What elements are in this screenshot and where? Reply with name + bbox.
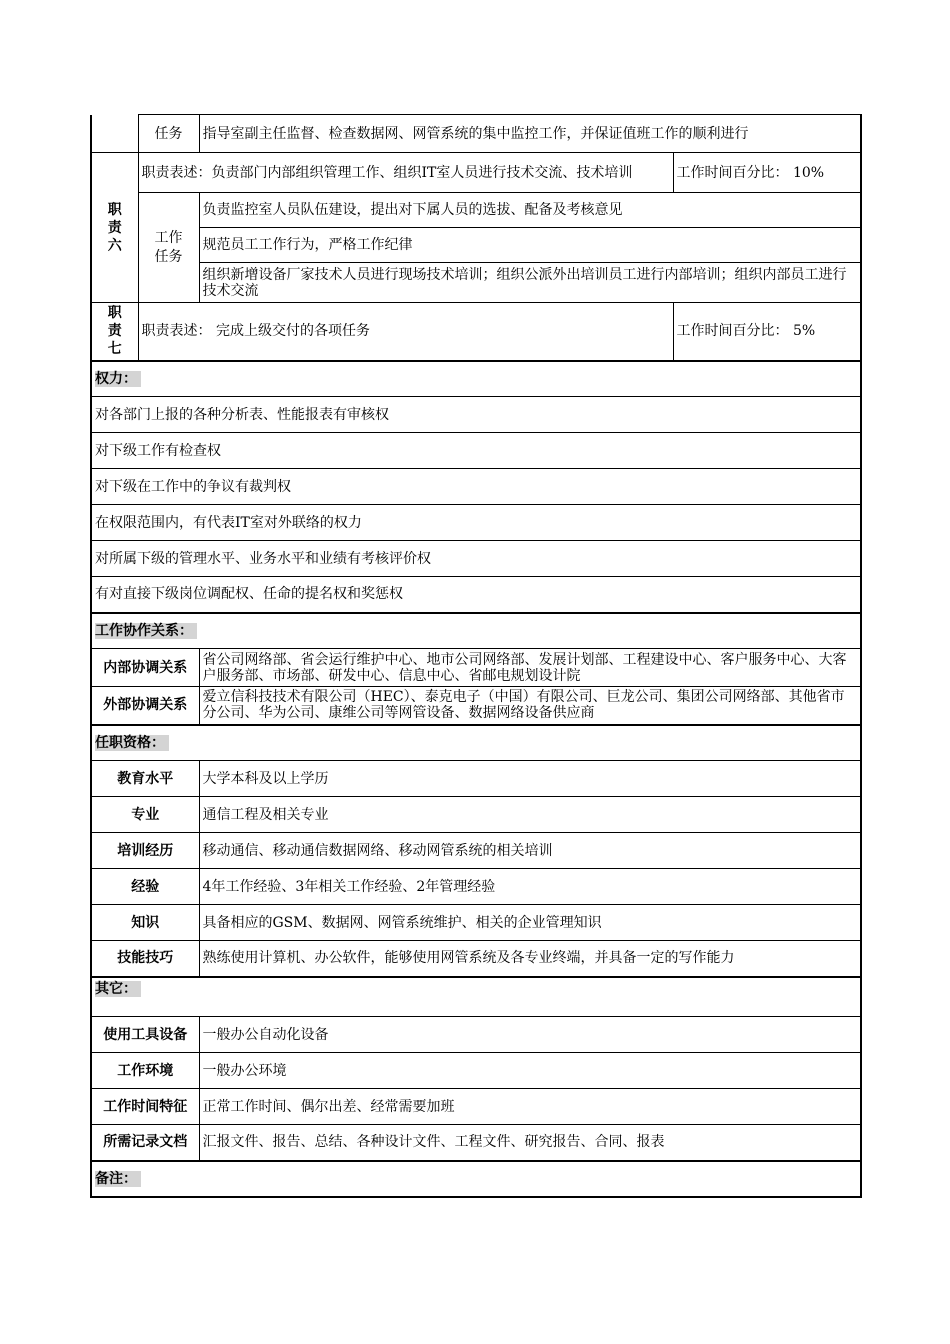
power-item-6: 有对直接下级岗位调配权、任命的提名权和奖惩权 <box>91 577 861 613</box>
duty6-task-1: 负责监控室人员队伍建设，提出对下属人员的选拔、配备及考核意见 <box>199 193 861 228</box>
qualification-label: 教育水平 <box>91 761 199 797</box>
power-item-5: 对所属下级的管理水平、业务水平和业绩有考核评价权 <box>91 541 861 577</box>
job-description-table <box>90 114 862 1198</box>
duty6-task-row-2 <box>91 228 861 263</box>
qualifications-heading: 任职资格： <box>95 735 169 751</box>
relations-heading-cell <box>91 613 861 649</box>
internal-relations-row <box>91 649 861 687</box>
power-item-2: 对下级工作有检查权 <box>91 433 861 469</box>
duty5-label-cell <box>91 115 138 153</box>
other-row <box>91 1089 861 1125</box>
other-label: 所需记录文档 <box>91 1125 199 1161</box>
duty6-label <box>91 153 138 303</box>
power-heading-row <box>91 361 861 397</box>
duty6-task-label-text: 工作任务 <box>154 229 183 265</box>
qualification-value: 通信工程及相关专业 <box>199 797 861 833</box>
internal-relations-text: 省公司网络部、省会运行维护中心、地市公司网络部、发展计划部、工程建设中心、客户服务中心、大客户服务部、市场部、研发中心、信息中心、省邮电规划设计院 <box>199 649 861 687</box>
qualification-row <box>91 797 861 833</box>
job-description-document <box>90 114 860 1198</box>
duty6-task-row-1 <box>91 193 861 228</box>
notes-cell <box>91 1161 861 1197</box>
other-heading-cell <box>91 977 861 1017</box>
duty7-desc: 职责表述： 完成上级交付的各项任务 <box>138 303 673 361</box>
qualifications-heading-cell <box>91 725 861 761</box>
duty6-task-row-3 <box>91 263 861 303</box>
qualification-row <box>91 941 861 977</box>
qualification-row <box>91 905 861 941</box>
external-relations-row <box>91 687 861 725</box>
duty7-percent: 工作时间百分比： 5% <box>673 303 861 361</box>
power-heading-cell <box>91 361 861 397</box>
duty7-label <box>91 303 138 361</box>
power-heading: 权力： <box>95 371 141 387</box>
power-item-row <box>91 397 861 433</box>
power-item-3: 对下级在工作中的争议有裁判权 <box>91 469 861 505</box>
qualification-value: 熟练使用计算机、办公软件，能够使用网管系统及各专业终端，并具备一定的写作能力 <box>199 941 861 977</box>
other-row <box>91 1017 861 1053</box>
other-value: 一般办公自动化设备 <box>199 1017 861 1053</box>
other-value: 汇报文件、报告、总结、各种设计文件、工程文件、研究报告、合同、报表 <box>199 1125 861 1161</box>
external-relations-label: 外部协调关系 <box>91 687 199 725</box>
duty6-task-3: 组织新增设备厂家技术人员进行现场技术培训；组织公派外出培训员工进行内部培训；组织内部员工进行技术交流 <box>199 263 861 303</box>
duty6-task-label <box>138 193 199 303</box>
power-item-row <box>91 577 861 613</box>
qualification-value: 大学本科及以上学历 <box>199 761 861 797</box>
power-item-row <box>91 469 861 505</box>
qualification-row <box>91 761 861 797</box>
other-heading-row <box>91 977 861 1017</box>
qualification-label: 知识 <box>91 905 199 941</box>
duty6-desc-row <box>91 153 861 193</box>
notes-heading: 备注： <box>95 1171 141 1187</box>
qualification-label: 专业 <box>91 797 199 833</box>
other-label: 使用工具设备 <box>91 1017 199 1053</box>
external-relations-text: 爱立信科技技术有限公司（HEC）、泰克电子（中国）有限公司、巨龙公司、集团公司网络部、其他省市分公司、华为公司、康维公司等网管设备、数据网络设备供应商 <box>199 687 861 725</box>
other-label: 工作时间特征 <box>91 1089 199 1125</box>
other-row <box>91 1053 861 1089</box>
duty5-task-text: 指导室副主任监督、检查数据网、网管系统的集中监控工作，并保证值班工作的顺利进行 <box>199 115 861 153</box>
qualification-value: 4年工作经验、3年相关工作经验、2年管理经验 <box>199 869 861 905</box>
other-heading: 其它： <box>95 981 141 997</box>
power-item-1: 对各部门上报的各种分析表、性能报表有审核权 <box>91 397 861 433</box>
duty5-task-row <box>91 115 861 153</box>
duty6-percent: 工作时间百分比： 10% <box>673 153 861 193</box>
power-item-row <box>91 541 861 577</box>
qualification-label: 培训经历 <box>91 833 199 869</box>
duty5-task-label: 任务 <box>138 115 199 153</box>
qualification-row <box>91 833 861 869</box>
relations-heading-row <box>91 613 861 649</box>
qualification-row <box>91 869 861 905</box>
qualification-label: 经验 <box>91 869 199 905</box>
power-item-4: 在权限范围内，有代表IT室对外联络的权力 <box>91 505 861 541</box>
notes-row <box>91 1161 861 1197</box>
other-row <box>91 1125 861 1161</box>
other-label: 工作环境 <box>91 1053 199 1089</box>
power-item-row <box>91 433 861 469</box>
qualification-label: 技能技巧 <box>91 941 199 977</box>
duty6-label-text: 职责六 <box>107 201 122 254</box>
power-item-row <box>91 505 861 541</box>
qualification-value: 移动通信、移动通信数据网络、移动网管系统的相关培训 <box>199 833 861 869</box>
qualification-value: 具备相应的GSM、数据网、网管系统维护、相关的企业管理知识 <box>199 905 861 941</box>
duty7-label-text: 职责七 <box>107 305 122 358</box>
other-value: 正常工作时间、偶尔出差、经常需要加班 <box>199 1089 861 1125</box>
other-value: 一般办公环境 <box>199 1053 861 1089</box>
duty6-desc: 职责表述：负责部门内部组织管理工作、组织IT室人员进行技术交流、技术培训 <box>138 153 673 193</box>
relations-heading: 工作协作关系： <box>95 623 197 639</box>
qualifications-heading-row <box>91 725 861 761</box>
duty6-task-2: 规范员工工作行为，严格工作纪律 <box>199 228 861 263</box>
internal-relations-label: 内部协调关系 <box>91 649 199 687</box>
duty7-row <box>91 303 861 361</box>
